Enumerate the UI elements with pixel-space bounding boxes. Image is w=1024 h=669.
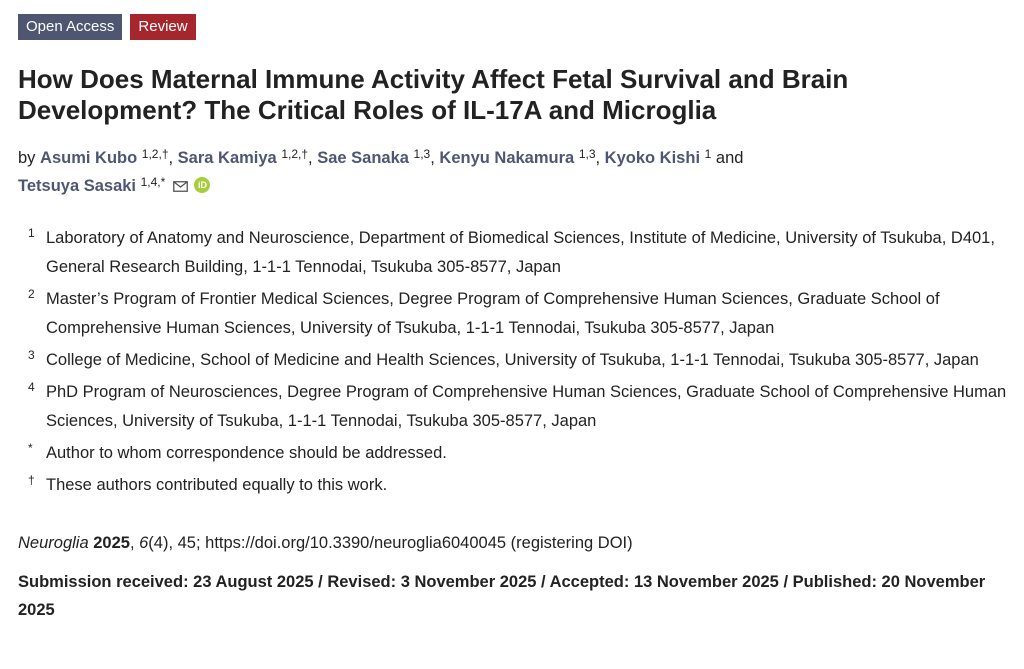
affiliation-marker: 2 [28,287,35,301]
author-affiliation-sup: 1,3 [578,147,596,161]
citation-year: 2025 [93,534,130,552]
affiliation-text: Laboratory of Anatomy and Neuroscience, Department of Biomedical Sciences, Institute of Medicine, University of Tsukuba, D401, General Research Building, 1-1-1 Tennodai, Tsukuba 305-8577, Japan [46,229,995,276]
affiliation-text: Master’s Program of Frontier Medical Sciences, Degree Program of Comprehensive Human Sciences, Graduate School of Comprehensive Human Sciences, University of Tsukuba, 1-1-1 Tennodai, Tsukuba 305-8577, Japan [46,290,940,337]
doi-link[interactable]: https://doi.org/10.3390/neuroglia6040045 [205,534,507,552]
affiliation-item [28,378,1008,436]
author-affiliation-sup: 1,2,† [281,147,309,161]
affiliation-marker: 3 [28,348,35,362]
journal-name: Neuroglia [18,534,89,552]
affiliation-list [28,224,1008,500]
author-affiliation-sup: 1,3 [413,147,431,161]
correspondence-marker: * [28,441,33,455]
article-header [18,14,1008,624]
author-link-asumi-kubo[interactable]: Asumi Kubo [40,149,138,167]
author-affiliation-sup: 1,2,† [141,147,169,161]
publication-dates: Submission received: 23 August 2025 / Revised: 3 November 2025 / Accepted: 13 November 2025 / Published: 20 November 2025 [18,573,986,619]
correspondence-note [28,439,1008,468]
orcid-icon[interactable]: iD [194,177,210,193]
affiliation-item [28,224,1008,282]
envelope-icon[interactable] [173,181,188,192]
affiliation-text: PhD Program of Neurosciences, Degree Program of Comprehensive Human Sciences, Graduate School of Comprehensive Human Sciences, University of Tsukuba, 1-1-1 Tennodai, Tsukuba 305-8577, Japan [46,383,1007,430]
author-link-sae-sanaka[interactable]: Sae Sanaka [317,149,409,167]
affiliation-item [28,346,1008,375]
affiliation-marker: 1 [28,226,35,240]
open-access-badge[interactable]: Open Access [18,14,122,40]
affiliation-item [28,285,1008,343]
by-label: by [18,149,36,167]
review-badge[interactable]: Review [130,14,195,40]
author-link-tetsuya-sasaki[interactable]: Tetsuya Sasaki [18,177,137,195]
equal-contribution-note [28,471,1008,500]
and-label: and [715,149,744,167]
author-link-kyoko-kishi[interactable]: Kyoko Kishi [604,149,701,167]
correspondence-text: Author to whom correspondence should be addressed. [46,444,447,462]
citation-line: Neuroglia 2025, 6(4), 45; https://doi.org/10.3390/neuroglia6040045 (registering DOI) [18,534,633,552]
article-badges [18,14,1008,40]
citation-volume: 6 [139,534,149,552]
author-list: by Asumi Kubo $^{1,2,\dagger}$, Sara Kamiya $^{1,2,\dagger}$, Sae Sanaka $^{1,3}$, Kenyu Nakamura $^{1,3}$, Kyoko Kishi $^1$ and Tetsuya Sasaki $^{1,4,*}$ iD [18,147,744,195]
equal-contribution-marker: † [28,473,35,487]
affiliation-marker: 4 [28,380,35,394]
author-affiliation-sup: 1,4,* [140,175,166,189]
article-title: How Does Maternal Immune Activity Affect Fetal Survival and Brain Development? The Critical Roles of IL-17A and Microglia [18,64,849,125]
author-affiliation-sup: 1 [704,147,712,161]
author-link-kenyu-nakamura[interactable]: Kenyu Nakamura [439,149,575,167]
equal-contribution-text: These authors contributed equally to this work. [46,476,388,494]
affiliation-text: College of Medicine, School of Medicine and Health Sciences, University of Tsukuba, 1-1-1 Tennodai, Tsukuba 305-8577, Japan [46,351,979,369]
author-link-sara-kamiya[interactable]: Sara Kamiya [177,149,277,167]
doi-note: (registering DOI) [506,534,633,552]
citation-issue-pages: (4), 45; [148,534,206,552]
